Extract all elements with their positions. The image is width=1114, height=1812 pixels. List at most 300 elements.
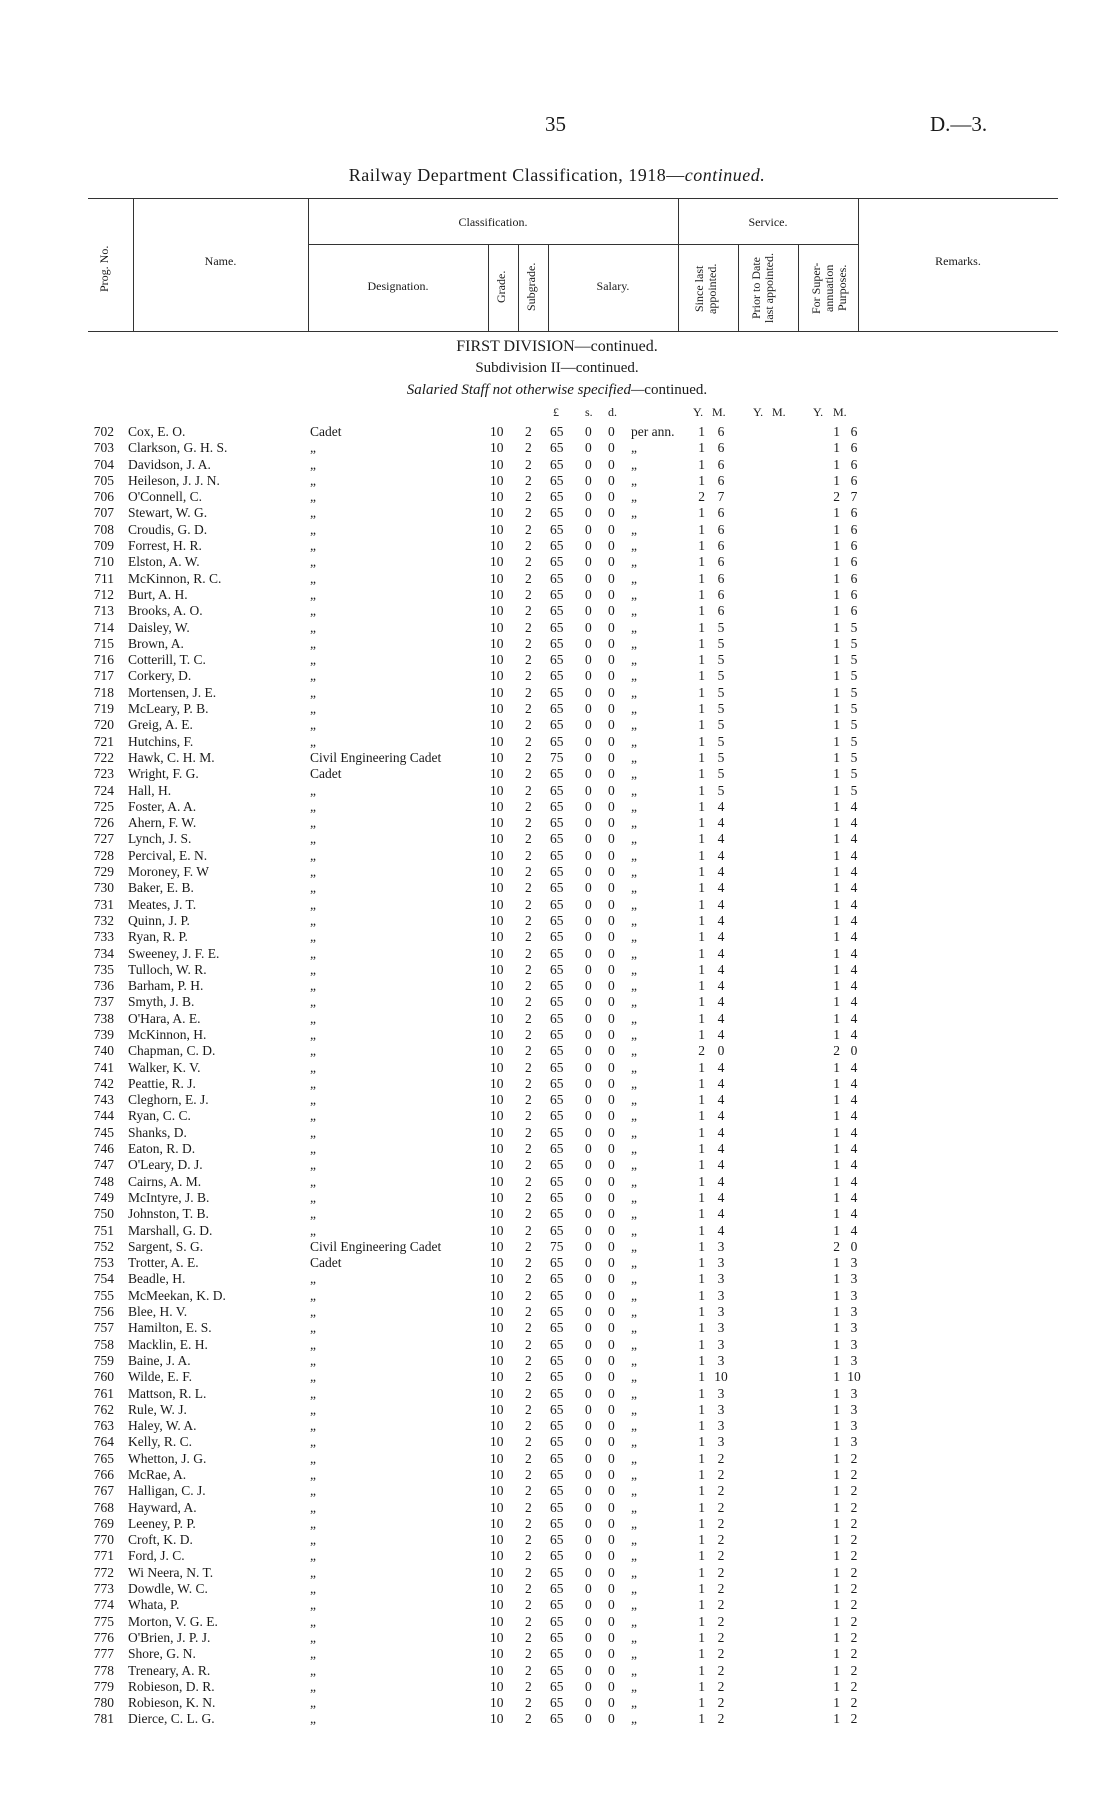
super-years-cell: 1 xyxy=(833,733,840,749)
unit-years-2: Y. xyxy=(753,405,764,419)
grade-cell: 10 xyxy=(490,912,504,928)
since-months-cell: 4 xyxy=(717,815,725,831)
salary-shillings-cell: 0 xyxy=(585,1418,592,1434)
unit-shillings: s. xyxy=(585,405,593,419)
super-years-cell: 1 xyxy=(833,1157,840,1173)
super-months-cell: 5 xyxy=(850,635,858,651)
salary-period-cell: „ xyxy=(631,1629,637,1645)
since-years-cell: 1 xyxy=(698,1467,705,1482)
super-months-cell: 6 xyxy=(850,456,858,472)
salary-pounds-cell: 65 xyxy=(550,1499,564,1515)
table-row xyxy=(88,457,1088,473)
table-row xyxy=(88,1141,1088,1157)
since-months-cell: 3 xyxy=(717,1287,725,1303)
subgrade-cell: 2 xyxy=(525,1483,532,1499)
salary-pence-cell: 0 xyxy=(608,1597,615,1613)
super-years-cell: 1 xyxy=(833,652,840,668)
subgrade-cell: 2 xyxy=(525,1711,532,1727)
since-years-cell: 1 xyxy=(698,978,705,994)
subgrade-cell: 2 xyxy=(525,635,532,651)
super-months-cell: 2 xyxy=(850,1467,858,1482)
since-months-cell: 2 xyxy=(717,1515,725,1531)
salary-pence-cell: 0 xyxy=(608,1662,615,1678)
salary-pence-cell: 0 xyxy=(608,1499,615,1515)
prog-no-cell: 726 xyxy=(93,815,114,831)
designation-cell: „ xyxy=(310,1515,316,1531)
since-years-cell: 1 xyxy=(698,472,705,488)
prog-no-cell: 708 xyxy=(93,521,114,537)
salary-shillings-cell: 0 xyxy=(585,489,592,505)
salary-period-cell: „ xyxy=(631,782,637,798)
table-row xyxy=(88,538,1088,554)
table-row xyxy=(88,1695,1088,1711)
salary-pence-cell: 0 xyxy=(608,978,615,994)
salary-period-cell: „ xyxy=(631,1385,637,1401)
grade-cell: 10 xyxy=(490,1548,504,1564)
salary-shillings-cell: 0 xyxy=(585,1043,592,1059)
prog-no-header: Prog. No. xyxy=(97,245,111,293)
since-months-cell: 3 xyxy=(717,1271,725,1287)
grade-cell: 10 xyxy=(490,1287,504,1303)
designation-cell: „ xyxy=(310,717,316,733)
since-months-cell: 5 xyxy=(717,652,725,668)
salary-pence-cell: 0 xyxy=(608,1010,615,1026)
prog-no-cell: 750 xyxy=(93,1206,114,1222)
since-months-cell: 6 xyxy=(717,570,725,586)
designation-cell: „ xyxy=(310,1369,316,1385)
salary-pence-cell: 0 xyxy=(608,456,615,472)
salary-period-cell: „ xyxy=(631,554,637,570)
since-years-cell: 1 xyxy=(698,1287,705,1303)
designation-cell: „ xyxy=(310,1678,316,1694)
name-cell: Shanks, D. xyxy=(128,1124,187,1140)
salary-period-cell: „ xyxy=(631,1173,637,1189)
name-cell: Ahern, F. W. xyxy=(128,815,197,831)
table-row xyxy=(88,994,1088,1010)
designation-cell: „ xyxy=(310,505,316,521)
since-years-cell: 1 xyxy=(698,424,705,439)
since-months-cell: 6 xyxy=(717,603,725,619)
since-years-cell: 1 xyxy=(698,554,705,570)
prog-no-cell: 721 xyxy=(93,733,114,749)
subgrade-cell: 2 xyxy=(525,619,532,635)
prog-no-cell: 728 xyxy=(93,847,114,863)
table-body xyxy=(88,424,1088,1728)
salary-pounds-cell: 65 xyxy=(550,1010,564,1026)
super-years-cell: 1 xyxy=(833,1678,840,1694)
salary-shillings-cell: 0 xyxy=(585,1564,592,1580)
grade-cell: 10 xyxy=(490,1613,504,1629)
super-months-cell: 10 xyxy=(847,1369,861,1385)
salary-period-cell: „ xyxy=(631,847,637,863)
name-cell: Lynch, J. S. xyxy=(128,831,192,847)
salary-shillings-cell: 0 xyxy=(585,603,592,619)
subgrade-cell: 2 xyxy=(525,1385,532,1401)
super-months-cell: 2 xyxy=(850,1678,858,1694)
salary-shillings-cell: 0 xyxy=(585,1206,592,1222)
super-months-cell: 3 xyxy=(850,1255,858,1271)
salary-period-cell: „ xyxy=(631,1255,637,1271)
since-years-cell: 1 xyxy=(698,619,705,635)
salary-pounds-cell: 65 xyxy=(550,1564,564,1580)
salary-period-cell: „ xyxy=(631,1548,637,1564)
name-cell: Dierce, C. L. G. xyxy=(128,1711,215,1727)
name-cell: Hawk, C. H. M. xyxy=(128,749,215,765)
subgrade-cell: 2 xyxy=(525,1157,532,1173)
grade-cell: 10 xyxy=(490,1320,504,1336)
super-years-cell: 1 xyxy=(833,424,840,439)
prog-no-cell: 745 xyxy=(93,1124,114,1140)
since-years-cell: 2 xyxy=(698,1043,705,1059)
since-months-cell: 5 xyxy=(717,749,725,765)
subgrade-cell: 2 xyxy=(525,1075,532,1091)
salary-period-cell: per ann. xyxy=(631,424,675,439)
salary-pounds-cell: 65 xyxy=(550,1271,564,1287)
designation-cell: „ xyxy=(310,880,316,896)
designation-cell: „ xyxy=(310,554,316,570)
since-years-cell: 1 xyxy=(698,1385,705,1401)
grade-cell: 10 xyxy=(490,1271,504,1287)
name-cell: Hall, H. xyxy=(128,782,172,798)
super-years-cell: 1 xyxy=(833,815,840,831)
page-number: 35 xyxy=(545,112,566,136)
salary-pence-cell: 0 xyxy=(608,1141,615,1157)
subgrade-cell: 2 xyxy=(525,1124,532,1140)
super-months-cell: 5 xyxy=(850,684,858,700)
super-months-cell: 3 xyxy=(850,1385,858,1401)
salary-period-cell: „ xyxy=(631,684,637,700)
grade-cell: 10 xyxy=(490,424,504,439)
name-cell: Foster, A. A. xyxy=(128,798,197,814)
subgrade-cell: 2 xyxy=(525,586,532,602)
since-years-cell: 1 xyxy=(698,570,705,586)
designation-cell: „ xyxy=(310,1320,316,1336)
since-years-cell: 1 xyxy=(698,440,705,456)
grade-cell: 10 xyxy=(490,635,504,651)
since-months-cell: 4 xyxy=(717,1189,725,1205)
subgrade-cell: 2 xyxy=(525,1548,532,1564)
table-row xyxy=(88,1027,1088,1043)
prog-no-cell: 773 xyxy=(93,1581,114,1597)
grade-cell: 10 xyxy=(490,1662,504,1678)
name-cell: Greig, A. E. xyxy=(128,717,193,733)
salary-shillings-cell: 0 xyxy=(585,1515,592,1531)
super-months-cell: 6 xyxy=(850,554,858,570)
since-years-cell: 1 xyxy=(698,994,705,1010)
salary-shillings-cell: 0 xyxy=(585,554,592,570)
subgrade-cell: 2 xyxy=(525,1450,532,1466)
salary-pounds-cell: 65 xyxy=(550,929,564,945)
salary-shillings-cell: 0 xyxy=(585,717,592,733)
prog-no-cell: 723 xyxy=(93,766,114,782)
grade-cell: 10 xyxy=(490,1173,504,1189)
name-cell: O'Connell, C. xyxy=(128,489,203,505)
table-row xyxy=(88,1288,1088,1304)
since-months-cell: 4 xyxy=(717,912,725,928)
grade-cell: 10 xyxy=(490,1059,504,1075)
since-years-cell: 1 xyxy=(698,1206,705,1222)
salary-pounds-cell: 65 xyxy=(550,1189,564,1205)
since-years-cell: 1 xyxy=(698,1059,705,1075)
grade-cell: 10 xyxy=(490,1010,504,1026)
grade-cell: 10 xyxy=(490,1157,504,1173)
name-header: Name. xyxy=(204,254,237,268)
subgrade-cell: 2 xyxy=(525,1173,532,1189)
prog-no-cell: 740 xyxy=(93,1043,114,1059)
super-months-cell: 4 xyxy=(850,1157,858,1173)
grade-cell: 10 xyxy=(490,1336,504,1352)
subgrade-cell: 2 xyxy=(525,1043,532,1059)
salary-period-cell: „ xyxy=(631,538,637,554)
salary-pence-cell: 0 xyxy=(608,782,615,798)
unit-pound: £ xyxy=(553,405,559,419)
super-months-cell: 3 xyxy=(850,1271,858,1287)
designation-cell: „ xyxy=(310,1564,316,1580)
prog-no-cell: 754 xyxy=(93,1271,114,1287)
table-row xyxy=(88,1255,1088,1271)
prog-no-cell: 769 xyxy=(93,1515,114,1531)
salary-pounds-cell: 65 xyxy=(550,1629,564,1645)
super-months-cell: 6 xyxy=(850,424,858,439)
super-months-cell: 2 xyxy=(850,1711,858,1727)
table-row xyxy=(88,1304,1088,1320)
since-years-cell: 1 xyxy=(698,1157,705,1173)
since-months-cell: 4 xyxy=(717,1157,725,1173)
prog-no-cell: 737 xyxy=(93,994,114,1010)
salary-shillings-cell: 0 xyxy=(585,815,592,831)
super-years-cell: 1 xyxy=(833,1173,840,1189)
name-cell: McKinnon, R. C. xyxy=(128,570,222,586)
name-cell: Cleghorn, E. J. xyxy=(128,1092,209,1108)
since-years-cell: 1 xyxy=(698,1695,705,1711)
salary-shillings-cell: 0 xyxy=(585,945,592,961)
salary-pounds-cell: 65 xyxy=(550,1646,564,1662)
salary-pence-cell: 0 xyxy=(608,684,615,700)
name-cell: Whetton, J. G. xyxy=(128,1450,207,1466)
salary-pence-cell: 0 xyxy=(608,945,615,961)
since-months-cell: 4 xyxy=(717,978,725,994)
since-months-cell: 4 xyxy=(717,1075,725,1091)
salary-shillings-cell: 0 xyxy=(585,472,592,488)
grade-cell: 10 xyxy=(490,1222,504,1238)
designation-cell: „ xyxy=(310,570,316,586)
since-years-cell: 1 xyxy=(698,1173,705,1189)
salary-shillings-cell: 0 xyxy=(585,994,592,1010)
salary-shillings-cell: 0 xyxy=(585,912,592,928)
table-row xyxy=(88,1108,1088,1124)
salary-shillings-cell: 0 xyxy=(585,1532,592,1548)
super-years-cell: 1 xyxy=(833,798,840,814)
table-row xyxy=(88,1467,1088,1483)
salary-pounds-cell: 65 xyxy=(550,684,564,700)
since-years-cell: 1 xyxy=(698,586,705,602)
subgrade-cell: 2 xyxy=(525,1287,532,1303)
salary-shillings-cell: 0 xyxy=(585,1369,592,1385)
prog-no-cell: 743 xyxy=(93,1092,114,1108)
salary-shillings-cell: 0 xyxy=(585,1385,592,1401)
super-years-cell: 1 xyxy=(833,505,840,521)
since-months-cell: 4 xyxy=(717,831,725,847)
salary-shillings-cell: 0 xyxy=(585,1581,592,1597)
super-years-cell: 1 xyxy=(833,1499,840,1515)
super-months-cell: 6 xyxy=(850,521,858,537)
super-years-cell: 2 xyxy=(833,1238,840,1254)
grade-cell: 10 xyxy=(490,554,504,570)
designation-cell: „ xyxy=(310,1418,316,1434)
salary-pounds-cell: 65 xyxy=(550,1385,564,1401)
since-years-cell: 1 xyxy=(698,766,705,782)
name-cell: Hamilton, E. S. xyxy=(128,1320,212,1336)
table-row xyxy=(88,1663,1088,1679)
super-years-cell: 1 xyxy=(833,456,840,472)
prog-no-cell: 753 xyxy=(93,1255,114,1271)
grade-cell: 10 xyxy=(490,505,504,521)
table-row xyxy=(88,620,1088,636)
designation-cell: „ xyxy=(310,1450,316,1466)
since-years-cell: 1 xyxy=(698,1075,705,1091)
table-row xyxy=(88,1500,1088,1516)
salary-pence-cell: 0 xyxy=(608,1532,615,1548)
table-row xyxy=(88,815,1088,831)
since-months-cell: 3 xyxy=(717,1304,725,1320)
designation-cell: „ xyxy=(310,1613,316,1629)
subgrade-cell: 2 xyxy=(525,489,532,505)
subgrade-cell: 2 xyxy=(525,1108,532,1124)
designation-cell: „ xyxy=(310,1597,316,1613)
salary-shillings-cell: 0 xyxy=(585,456,592,472)
designation-cell: „ xyxy=(310,1629,316,1645)
salary-pounds-cell: 65 xyxy=(550,1092,564,1108)
unit-years-3: Y. xyxy=(813,405,824,419)
name-cell: Sargent, S. G. xyxy=(128,1238,204,1254)
since-months-cell: 4 xyxy=(717,1141,725,1157)
subgrade-cell: 2 xyxy=(525,1320,532,1336)
subgrade-cell: 2 xyxy=(525,929,532,945)
salary-period-cell: „ xyxy=(631,1304,637,1320)
grade-cell: 10 xyxy=(490,538,504,554)
super-months-cell: 3 xyxy=(850,1304,858,1320)
prog-no-cell: 704 xyxy=(93,456,114,472)
since-months-cell: 2 xyxy=(717,1548,725,1564)
salary-period-cell: „ xyxy=(631,1597,637,1613)
super-years-cell: 1 xyxy=(833,1385,840,1401)
salary-shillings-cell: 0 xyxy=(585,1173,592,1189)
grade-cell: 10 xyxy=(490,1369,504,1385)
salary-period-cell: „ xyxy=(631,1483,637,1499)
salary-pounds-cell: 65 xyxy=(550,912,564,928)
salary-pence-cell: 0 xyxy=(608,1304,615,1320)
title-main: Railway Department Classification, 1918— xyxy=(348,165,685,185)
salary-shillings-cell: 0 xyxy=(585,1695,592,1711)
salary-shillings-cell: 0 xyxy=(585,749,592,765)
table-row xyxy=(88,1646,1088,1662)
since-months-cell: 5 xyxy=(717,766,725,782)
since-years-cell: 1 xyxy=(698,1401,705,1417)
name-cell: Wilde, E. F. xyxy=(128,1369,192,1385)
grade-cell: 10 xyxy=(490,1515,504,1531)
since-years-cell: 1 xyxy=(698,1369,705,1385)
salary-period-cell: „ xyxy=(631,1662,637,1678)
salary-period-cell: „ xyxy=(631,1108,637,1124)
prog-no-cell: 777 xyxy=(93,1646,114,1662)
subgrade-cell: 2 xyxy=(525,1304,532,1320)
designation-cell: „ xyxy=(310,978,316,994)
salary-period-cell: „ xyxy=(631,1206,637,1222)
since-years-cell: 1 xyxy=(698,733,705,749)
table-row xyxy=(88,1386,1088,1402)
subgrade-cell: 2 xyxy=(525,815,532,831)
prog-no-cell: 752 xyxy=(93,1238,114,1254)
salary-period-cell: „ xyxy=(631,586,637,602)
name-cell: Whata, P. xyxy=(128,1597,180,1613)
salary-pounds-cell: 65 xyxy=(550,668,564,684)
grade-cell: 10 xyxy=(490,1189,504,1205)
table-row xyxy=(88,750,1088,766)
salary-shillings-cell: 0 xyxy=(585,896,592,912)
salary-period-cell: „ xyxy=(631,1320,637,1336)
super-years-cell: 1 xyxy=(833,1695,840,1711)
salary-pounds-cell: 65 xyxy=(550,945,564,961)
grade-cell: 10 xyxy=(490,1499,504,1515)
since-months-cell: 4 xyxy=(717,961,725,977)
prog-no-cell: 727 xyxy=(93,831,114,847)
super-years-cell: 1 xyxy=(833,1564,840,1580)
grade-cell: 10 xyxy=(490,1711,504,1727)
salary-shillings-cell: 0 xyxy=(585,1320,592,1336)
prog-no-cell: 747 xyxy=(93,1157,114,1173)
grade-cell: 10 xyxy=(490,847,504,863)
subgrade-cell: 2 xyxy=(525,782,532,798)
unit-pence: d. xyxy=(608,405,617,419)
name-cell: Mortensen, J. E. xyxy=(128,684,217,700)
subgrade-cell: 2 xyxy=(525,554,532,570)
name-cell: Ford, J. C. xyxy=(128,1548,185,1564)
prog-no-cell: 702 xyxy=(93,424,114,439)
subgrade-cell: 2 xyxy=(525,1695,532,1711)
salary-shillings-cell: 0 xyxy=(585,570,592,586)
name-cell: Cairns, A. M. xyxy=(128,1173,202,1189)
subgrade-cell: 2 xyxy=(525,1629,532,1645)
salary-pence-cell: 0 xyxy=(608,1401,615,1417)
salary-pounds-cell: 65 xyxy=(550,1157,564,1173)
salary-pence-cell: 0 xyxy=(608,619,615,635)
name-cell: Tulloch, W. R. xyxy=(128,961,207,977)
salary-period-cell: „ xyxy=(631,1695,637,1711)
since-years-cell: 1 xyxy=(698,912,705,928)
super-years-cell: 1 xyxy=(833,1352,840,1368)
designation-cell: „ xyxy=(310,1059,316,1075)
subgrade-cell: 2 xyxy=(525,1352,532,1368)
subgrade-cell: 2 xyxy=(525,798,532,814)
since-years-cell: 1 xyxy=(698,684,705,700)
prog-no-cell: 755 xyxy=(93,1287,114,1303)
table-row xyxy=(88,1516,1088,1532)
super-years-cell: 1 xyxy=(833,1222,840,1238)
super-years-cell: 1 xyxy=(833,1515,840,1531)
staff-heading-continued: continued. xyxy=(644,382,708,398)
super-years-cell: 1 xyxy=(833,1059,840,1075)
since-years-cell: 1 xyxy=(698,1271,705,1287)
super-years-cell: 1 xyxy=(833,1434,840,1450)
subgrade-cell: 2 xyxy=(525,1662,532,1678)
table-row xyxy=(88,1157,1088,1173)
name-cell: Morton, V. G. E. xyxy=(128,1613,218,1629)
salary-shillings-cell: 0 xyxy=(585,1450,592,1466)
since-years-cell: 1 xyxy=(698,945,705,961)
staff-heading xyxy=(0,382,1114,399)
prog-no-cell: 715 xyxy=(93,635,114,651)
super-years-cell: 1 xyxy=(833,1255,840,1271)
